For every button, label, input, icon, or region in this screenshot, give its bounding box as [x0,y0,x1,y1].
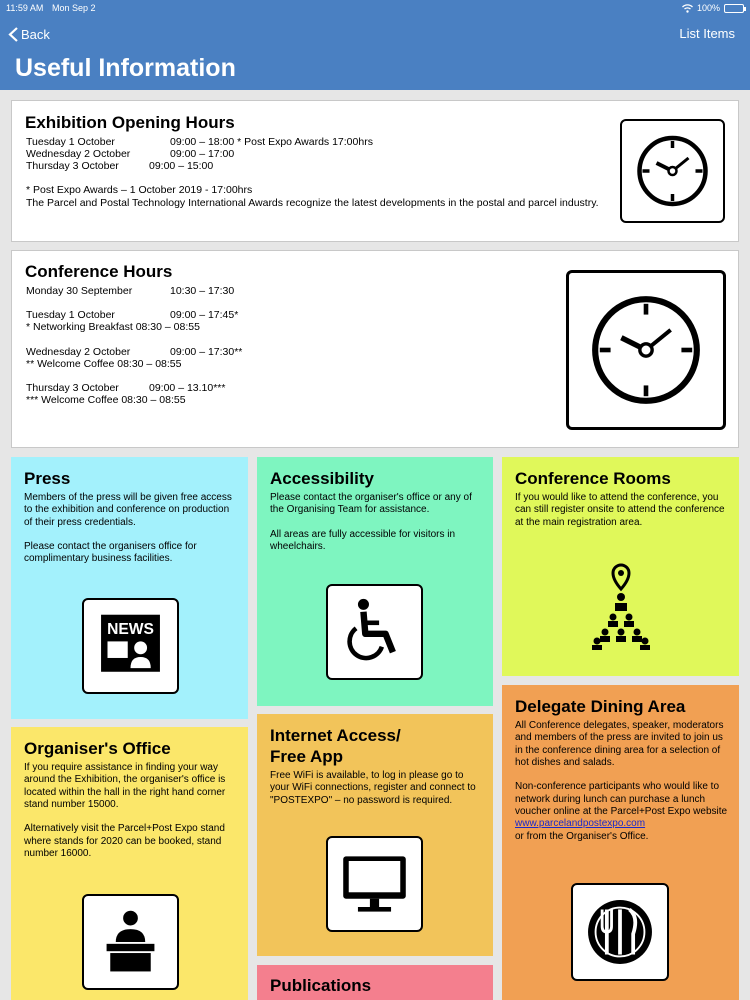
conference-day: Tuesday 1 October [26,309,115,321]
exhibition-hours-panel [11,100,739,242]
dining-area-title: Delegate Dining Area [515,697,686,716]
news-presenter-icon [82,598,179,694]
reception-desk-icon [82,894,179,990]
exhibition-hours-title: Exhibition Opening Hours [25,113,235,132]
wifi-icon [682,4,693,13]
exhibition-day: Wednesday 2 October [26,148,131,160]
conference-rooms-text: If you would like to attend the conference, you can still register onsite to attend the conference at the main registration area. [515,492,725,528]
exhibition-hours: 09:00 – 18:00 * Post Expo Awards 17:00hrs [170,136,373,148]
cutlery-icon [571,883,669,981]
press-title: Press [24,469,71,488]
conference-hours: 09:00 – 17:30** [170,346,243,358]
conference-note: ** Welcome Coffee 08:30 – 08:55 [26,358,182,370]
internet-access-tile[interactable] [257,714,493,956]
monitor-icon [326,836,423,932]
page-title: Useful Information [15,54,236,82]
internet-access-title: Internet Access/ Free App [270,726,401,766]
dining-area-text [515,720,729,843]
organisers-office-text: If you require assistance in finding your way around the Exhibition, the organiser's office is located within the hall in the right hand corner stand number 15000. Alternatively visit the Parcel+Post Expo stand where stands for 2020 can be booked, stand number 16000. [24,762,226,860]
conference-hours: 10:30 – 17:30 [170,285,235,297]
publications-tile[interactable] [257,965,493,1000]
battery-icon [724,4,744,13]
clock-icon [566,270,726,430]
back-button[interactable] [8,24,50,44]
navigation-header [0,0,750,90]
conference-audience-icon [591,561,651,651]
exhibition-day: Tuesday 1 October [26,136,115,148]
news-icon-label: NEWS [107,621,154,639]
conference-hours: 09:00 – 17:45* [170,309,239,321]
conference-note: * Networking Breakfast 08:30 – 08:55 [26,321,200,333]
dining-area-tile[interactable] [502,685,739,1000]
list-items-button[interactable]: List Items [679,26,735,41]
conference-hours-panel [11,250,739,448]
exhibition-note: * Post Expo Awards – 1 October 2019 - 17:00hrs [26,184,253,196]
conference-day: Wednesday 2 October [26,346,131,358]
dining-area-body-end: or from the Organiser's Office. [515,830,649,842]
conference-day: Monday 30 September [26,285,133,297]
conference-rooms-tile[interactable] [502,457,739,676]
press-tile[interactable] [11,457,248,719]
back-button-label: Back [21,26,50,42]
status-date: Mon Sep 2 [52,3,96,13]
wheelchair-icon [326,584,423,680]
website-link[interactable]: www.parcelandpostexpo.com [515,818,646,830]
organisers-office-tile[interactable] [11,727,248,1000]
exhibition-hours: 09:00 – 17:00 [170,148,235,160]
accessibility-title: Accessibility [270,469,374,488]
press-text: Members of the press will be given free access to the exhibition and conference on production of their press credentials. Please contact the organisers office for complimentary business facilities. [24,492,232,565]
exhibition-note: The Parcel and Postal Technology International Awards recognize the latest developments in the postal and parcel industry. [26,197,599,209]
chevron-left-icon [8,27,19,42]
exhibition-day: Thursday 3 October [26,160,119,172]
accessibility-tile[interactable] [257,457,493,706]
conference-note: *** Welcome Coffee 08:30 – 08:55 [26,394,186,406]
status-right [682,3,744,13]
conference-hours: 09:00 – 13.10*** [149,382,226,394]
organisers-office-title: Organiser's Office [24,739,171,758]
exhibition-hours: 09:00 – 15:00 [149,160,214,172]
battery-percent: 100% [696,3,720,13]
publications-title: Publications [270,976,372,995]
conference-rooms-title: Conference Rooms [515,469,671,488]
conference-day: Thursday 3 October [26,382,119,394]
status-bar [0,0,750,16]
internet-access-text: Free WiFi is available, to log in please go to your WiFi connections, register and connect to "POSTEXPO" – no password is required. [270,770,476,806]
accessibility-text: Please contact the organiser's office or any of the Organising Team for assistance. All areas are fully accessible for visitors in wheelchairs. [270,492,472,553]
clock-icon [620,119,725,223]
conference-hours-title: Conference Hours [25,262,173,281]
status-time: 11:59 AM [6,3,44,13]
dining-area-body: All Conference delegates, speaker, moderators and members of the press are invited to join us in the conference dining area for a selection of hot dishes and salads. Non-conference participants who would like to network during lunch can purchase a lunch voucher online at the Parcel+Post Expo website [515,720,728,818]
